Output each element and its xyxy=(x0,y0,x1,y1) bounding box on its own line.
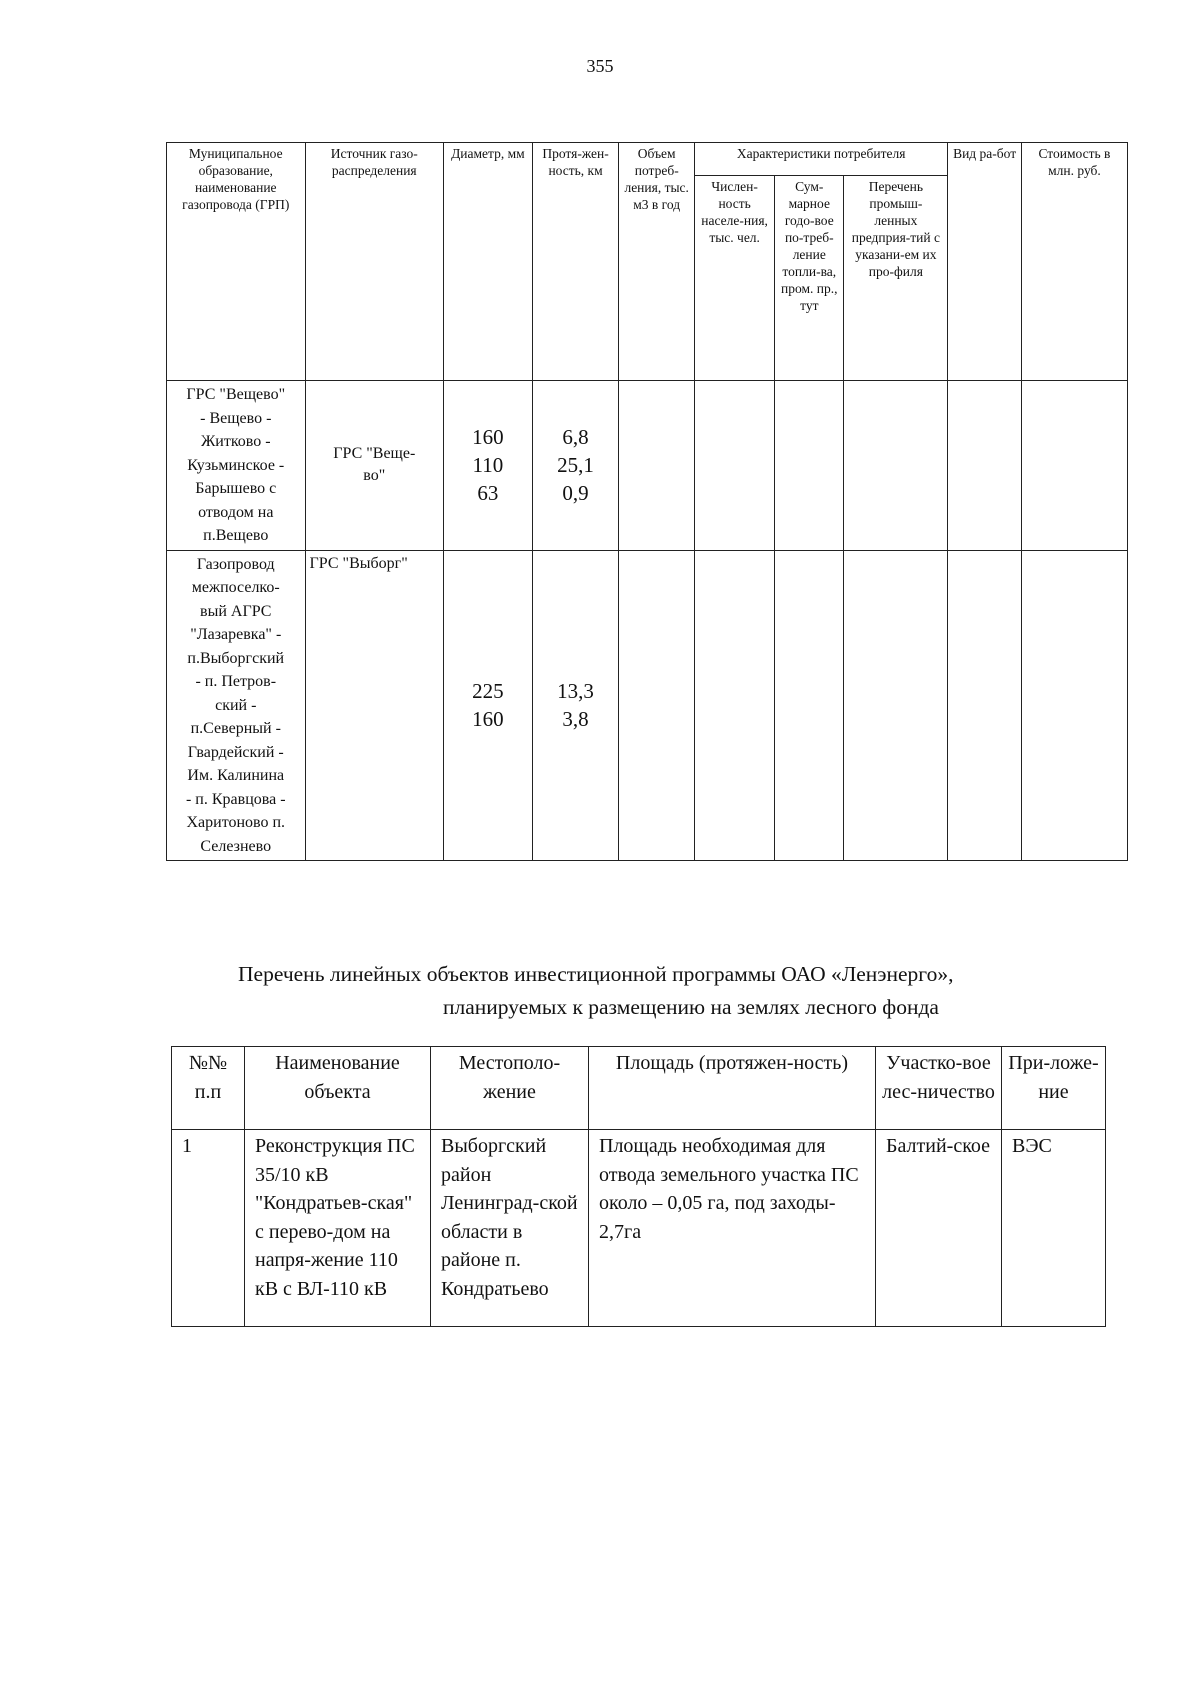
header-fuel: Сум-марное годо-вое по-треб-ление топли-ва, пром. пр., тут xyxy=(775,176,844,381)
header-municipal: Муниципальное образование, наименование газопровода (ГРП) xyxy=(167,143,306,381)
cell-empty xyxy=(619,381,695,551)
header-work-type: Вид ра-бот xyxy=(948,143,1022,381)
cell-length: 6,8 25,1 0,9 xyxy=(532,381,619,551)
cell-empty xyxy=(1021,381,1127,551)
gas-pipeline-table xyxy=(166,142,1128,861)
cell-empty xyxy=(844,381,948,551)
header-area: Площадь (протяжен-ность) xyxy=(589,1047,876,1130)
table-row xyxy=(167,550,1128,861)
header-enterprises: Перечень промыш-ленных предприя-тий с указани-ем их про-филя xyxy=(844,176,948,381)
header-num: №№ п.п xyxy=(172,1047,245,1130)
header-forestry: Участко-вое лес-ничество xyxy=(876,1047,1002,1130)
cell-forestry: Балтий-ское xyxy=(876,1130,1002,1327)
cell-empty xyxy=(695,381,775,551)
cell-empty xyxy=(948,381,1022,551)
header-diameter: Диаметр, мм xyxy=(444,143,533,381)
header-note: При-ложе-ние xyxy=(1002,1047,1106,1130)
cell-empty xyxy=(844,550,948,861)
cell-source: ГРС "Выборг" xyxy=(305,550,444,861)
cell-area: Площадь необходимая для отвода земельного участка ПС около – 0,05 га, под заходы- 2,7га xyxy=(589,1130,876,1327)
section-title-line-1: Перечень линейных объектов инвестиционной программы ОАО «Ленэнерго», xyxy=(238,962,954,986)
header-source: Источник газо-распределения xyxy=(305,143,444,381)
cell-length: 13,3 3,8 xyxy=(532,550,619,861)
cell-location: Выборгский район Ленинград-ской области в районе п. Кондратьево xyxy=(431,1130,589,1327)
header-length: Протя-жен-ность, км xyxy=(532,143,619,381)
header-name: Наименование объекта xyxy=(245,1047,431,1130)
cell-empty xyxy=(775,381,844,551)
header-consumer: Характеристики потребителя xyxy=(695,143,948,176)
header-population: Числен-ность населе-ния, тыс. чел. xyxy=(695,176,775,381)
cell-empty xyxy=(695,550,775,861)
cell-empty xyxy=(948,550,1022,861)
header-volume: Объем потреб-ления, тыс. м3 в год xyxy=(619,143,695,381)
cell-diameter: 225 160 xyxy=(444,550,533,861)
cell-empty xyxy=(775,550,844,861)
cell-source: ГРС "Веще- во" xyxy=(305,381,444,551)
section-title xyxy=(0,958,1200,1024)
cell-name: Реконструкция ПС 35/10 кВ "Кондратьев-ская" с перево-дом на напря-жение 110 кВ с ВЛ-110 кВ xyxy=(245,1130,431,1327)
cell-name: ГРС "Вещево" - Вещево - Житково - Кузьминское - Барышево с отводом на п.Вещево xyxy=(167,381,306,551)
table-row xyxy=(167,381,1128,551)
cell-diameter: 160 110 63 xyxy=(444,381,533,551)
header-location: Местополо-жение xyxy=(431,1047,589,1130)
section-title-line-2: планируемых к размещению на землях лесного фонда xyxy=(443,995,939,1019)
cell-empty xyxy=(619,550,695,861)
table-row xyxy=(172,1130,1106,1327)
header-cost: Стоимость в млн. руб. xyxy=(1021,143,1127,381)
page-number: 355 xyxy=(586,56,614,76)
cell-note: ВЭС xyxy=(1002,1130,1106,1327)
linear-objects-table xyxy=(171,1046,1106,1327)
cell-empty xyxy=(1021,550,1127,861)
cell-name: Газопровод межпоселко- вый АГРС "Лазаревка" - п.Выборгский - п. Петров- ский - п.Северный - Гвардейский - Им. Калинина - п. Кравцова - Харитоново п. Селезнево xyxy=(167,550,306,861)
cell-num: 1 xyxy=(172,1130,245,1327)
